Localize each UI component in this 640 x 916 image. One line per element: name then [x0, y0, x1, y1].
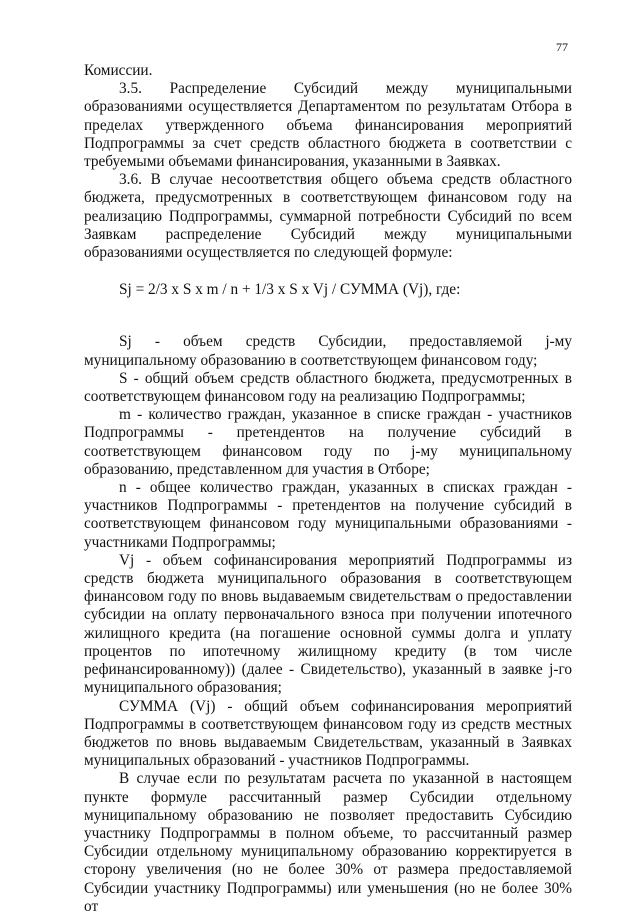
subsidy-formula: Sj = 2/3 x S x m / n + 1/3 x S x Vj / СУММА (Vj), где: [119, 281, 461, 299]
document-body [84, 62, 572, 916]
paragraph-commission: Комиссии. [84, 62, 153, 79]
definition-summa-vj: СУММА (Vj) - общий объем софинансирования мероприятий Подпрограммы в соответствующем финансовом году из средств местных бюджетов по вновь выдаваемым Свидетельствам, указанный в Заявках муниципальных образований - участников Подпрограммы. [84, 697, 572, 770]
paragraph-adjustment: В случае если по результатам расчета по указанной в настоящем пункте формуле рассчитанный размер Субсидии отдельному муниципальному образованию не позволяет предоставить Субсидию участнику Подпрограммы в полном объеме, то рассчитанный размер Субсидии отдельному муниципальному образованию корректируется в сторону увеличения (но не более 30% от размера предоставляемой Субсидии участнику Подпрограммы) или уменьшения (но не более 30% от [84, 770, 572, 915]
definition-m: m - количество граждан, указанное в списке граждан - участников Подпрограммы - претендентов на получение субсидий в соответствующем финансовом году по j-му муниципальному образованию, представленном для участия в Отборе; [84, 406, 572, 478]
definition-n: n - общее количество граждан, указанных в списках граждан - участников Подпрограммы - претендентов на получение субсидий в соответствующем финансовом году муниципальными образованиями - участниками Подпрограммы; [84, 479, 572, 551]
definition-s: S - общий объем средств областного бюджета, предусмотренных в соответствующем финансовом году на реализацию Подпрограммы; [84, 369, 572, 406]
definition-sj: Sj - объем средств Субсидии, предоставляемой j-му муниципальному образованию в соответствующем финансовом году; [84, 333, 572, 369]
definition-vj: Vj - объем софинансирования мероприятий Подпрограммы из средств бюджета муниципального образования в соответствующем финансовом году по вновь выдаваемым свидетельствам о предоставлении субсидии на оплату первоначального взноса при получении ипотечного жилищного кредита (на погашение основной суммы долга и уплату процентов по ипотечному жилищному кредиту (в том числе рефинансированному)) (далее - Свидетельство), указанный в заявке j-го муниципального образования; [84, 551, 572, 697]
paragraph-3-6: 3.6. В случае несоответствия общего объема средств областного бюджета, предусмотренных в соответствующем финансовом году на реализацию Подпрограммы, суммарной потребности Субсидий по всем Заявкам распределение Субсидий между муниципальными образованиями осуществляется по следующей формуле: [84, 171, 572, 262]
page-number: 77 [556, 40, 568, 54]
paragraph-3-5: 3.5. Распределение Субсидий между муниципальными образованиями осуществляется Департаментом по результатам Отбора в пределах утвержденного объема финансирования мероприятий Подпрограммы за счет средств областного бюджета в соответствии с требуемыми объемами финансирования, указанными в Заявках. [84, 80, 572, 171]
